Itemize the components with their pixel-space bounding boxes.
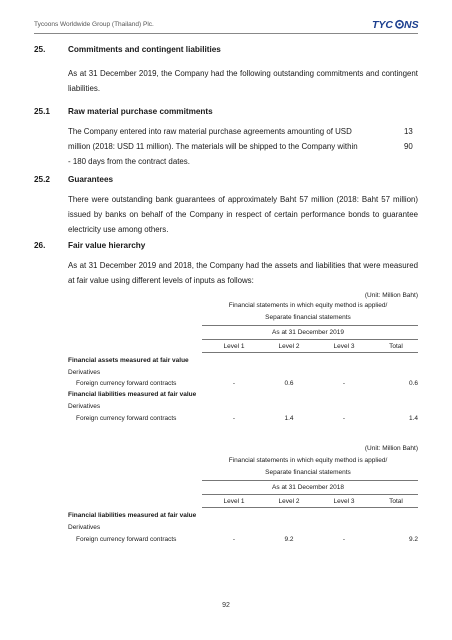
table-section-heading: Financial liabilities measured at fair value <box>68 391 197 398</box>
section-number: 25.2 <box>34 175 50 184</box>
table-cell: 9.2 <box>408 536 418 543</box>
table-cell: - <box>232 415 236 422</box>
section-line: - 180 days from the contract dates. <box>68 157 190 166</box>
table-rule <box>202 352 418 353</box>
table-header: As at 31 December 2019 <box>272 329 344 336</box>
company-logo <box>372 17 422 29</box>
table-header: Separate financial statements <box>265 469 351 476</box>
section-body: As at 31 December 2019 and 2018, the Company had the assets and liabilities that were measured at fair value using different levels of inputs as follows: <box>68 261 418 286</box>
table-rule <box>202 480 418 481</box>
section-body: As at 31 December 2019, the Company had the following outstanding commitments and contingent liabilities. <box>68 69 418 94</box>
section-line: The Company entered into raw material purchase agreements amounting of USD <box>68 127 352 136</box>
table-cell: - <box>342 536 346 543</box>
table-rule <box>202 507 418 508</box>
table-header: As at 31 December 2018 <box>272 484 344 491</box>
table-cell: - <box>342 380 346 387</box>
page-number: 92 <box>222 602 230 609</box>
table-subheading: Derivatives <box>68 524 101 531</box>
table-cell: 1.4 <box>284 415 294 422</box>
table-unit: (Unit: Million Baht) <box>364 445 418 452</box>
table-rule <box>202 325 418 326</box>
table-header: Financial statements in which equity method is applied/ <box>228 457 388 464</box>
column-header: Level 2 <box>278 343 300 350</box>
table-header: Separate financial statements <box>265 314 351 321</box>
table-cell: 9.2 <box>284 536 294 543</box>
section-title: Commitments and contingent liabilities <box>68 45 221 54</box>
table-cell: 0.6 <box>408 380 418 387</box>
section-body: There were outstanding bank guarantees of approximately Baht 57 million (2018: Baht 57 million) issued by banks on behalf of the Company in respect of certain performance bonds to guarantee electricity use among others. <box>68 195 418 235</box>
section-line-number: 13 <box>404 127 413 136</box>
table-cell: 1.4 <box>408 415 418 422</box>
section-number: 25. <box>34 45 46 54</box>
svg-text:TYC: TYC <box>372 19 393 30</box>
table-section-heading: Financial liabilities measured at fair value <box>68 512 197 519</box>
table-subheading: Derivatives <box>68 369 101 376</box>
column-header: Level 1 <box>223 498 245 505</box>
section-line-number: 90 <box>404 142 413 151</box>
section-title: Guarantees <box>68 175 114 184</box>
company-name: Tycoons Worldwide Group (Thailand) Plc. <box>34 21 154 28</box>
table-row-label: Foreign currency forward contracts <box>76 536 177 543</box>
table-section-heading: Financial assets measured at fair value <box>68 357 189 364</box>
table-cell: - <box>232 536 236 543</box>
column-header: Level 3 <box>333 343 355 350</box>
table-subheading: Derivatives <box>68 403 101 410</box>
section-line: million (2018: USD 11 million). The materials will be shipped to the Company within <box>68 142 358 151</box>
table-rule <box>202 494 418 495</box>
column-header: Level 3 <box>333 498 355 505</box>
table-header: Financial statements in which equity method is applied/ <box>228 302 388 309</box>
table-cell: - <box>342 415 346 422</box>
section-number: 25.1 <box>34 107 50 116</box>
column-header: Total <box>389 498 403 505</box>
table-row-label: Foreign currency forward contracts <box>76 415 177 422</box>
table-row-label: Foreign currency forward contracts <box>76 380 177 387</box>
header-divider <box>34 33 418 34</box>
section-title: Raw material purchase commitments <box>68 107 213 116</box>
svg-text:NS: NS <box>404 19 419 30</box>
table-cell: - <box>232 380 236 387</box>
table-rule <box>202 339 418 340</box>
column-header: Total <box>389 343 403 350</box>
table-unit: (Unit: Million Baht) <box>364 292 418 299</box>
table-cell: 0.6 <box>284 380 294 387</box>
column-header: Level 2 <box>278 498 300 505</box>
column-header: Level 1 <box>223 343 245 350</box>
section-title: Fair value hierarchy <box>68 241 146 250</box>
section-number: 26. <box>34 241 46 250</box>
